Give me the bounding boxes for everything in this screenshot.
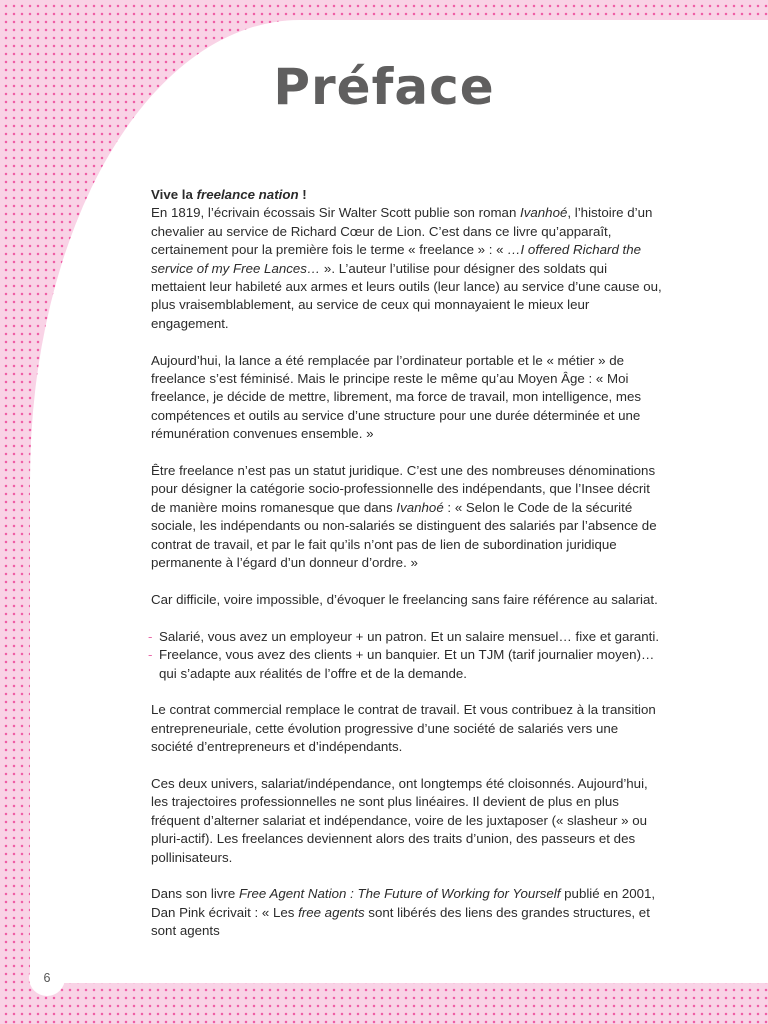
list-dash: - <box>148 647 153 663</box>
paragraph-1-text-c: ». L’auteur l’utilise pour désigner des soldats qui mettaient leur habileté aux armes et leurs outils (leur lance) au service d’une cause ou, plus vraisemblablement, au service de ceux qui monnayaient le mieux leur engagement. <box>151 260 662 331</box>
paragraph-3-text-a: Être freelance n’est pas un statut juridique. C’est une des nombreuses dénominations pour désigner la catégorie socio-professionnelle des indépendants, que l’Insee décrit de manière moins romanesque que dans <box>151 463 656 515</box>
paragraph-5: Le contrat commercial remplace le contrat de travail. Et vous contribuez à la transition entrepreneuriale, cette évolution progressive d’une société de salariés vers une société d’entrepreneurs et d’indépendants. <box>151 702 656 755</box>
comparison-list <box>148 628 663 683</box>
page-title: Préface <box>273 58 495 116</box>
paragraph-3-text-b: : « Selon le Code de la sécurité sociale, les indépendants ou non-salariés se distinguent des salariés par l’absence de contrat de travail, et par le fait qu’ils n’ont pas de lien de subordination juridique permanente à l’égard d’un donneur d’ordre. » <box>151 499 657 571</box>
paragraph-7-text-c: sont libérés des liens des grandes structures, et sont agents <box>151 904 650 939</box>
list-item <box>148 628 663 646</box>
paragraph-6: Ces deux univers, salariat/indépendance, ont longtemps été cloisonnés. Aujourd’hui, les trajectoires professionnelles ne sont plus linéaires. Il devient de plus en plus fréquent d’alterner salariat et indépendance, voire de les juxtaposer (« slasheur » ou pluri-actif). Les freelances deviennent alors des traits d’union, des passeurs et des pollinisateurs. <box>151 775 648 865</box>
list-item <box>148 646 663 683</box>
paragraph-1-emphasis-2: …I offered Richard the service of my Free Lances… <box>151 242 642 276</box>
preface-lead <box>151 186 663 204</box>
page-number: 6 <box>29 960 65 996</box>
paragraph-7-text-a: Dans son livre <box>151 886 239 902</box>
paragraph-1-emphasis-1: Ivanhoé <box>520 205 568 221</box>
paragraph-7 <box>151 885 663 940</box>
paragraph-7-emphasis-2: free agents <box>298 904 365 920</box>
paragraph-3-emphasis: Ivanhoé <box>396 499 444 515</box>
list-item-text: Salarié, vous avez un employeur + un patron. Et un salaire mensuel… fixe et garanti. <box>159 628 660 644</box>
paragraph-7-text-b: publié en 2001, Dan Pink écrivait : « Les <box>151 886 656 920</box>
paragraph-3 <box>151 462 663 572</box>
preface-body <box>148 186 663 959</box>
paragraph-1-text-b: , l’histoire d’un chevalier au service de Richard Cœur de Lion. C’est dans ce livre qu’apparaît, certainement pour la première fois le terme « freelance » : « <box>151 205 653 258</box>
paragraph-4: Car difficile, voire impossible, d’évoquer le freelancing sans faire référence au salariat. <box>151 591 658 607</box>
list-item-text: Freelance, vous avez des clients + un banquier. Et un TJM (tarif journalier moyen)… qui s’adapte aux réalités de l’offre et de la demande. <box>159 647 655 681</box>
lead-emphasis: freelance nation <box>196 187 299 202</box>
lead-text-a: Vive la <box>151 187 197 202</box>
lead-text-b: ! <box>298 187 307 202</box>
paragraph-1-text-a: En 1819, l’écrivain écossais Sir Walter Scott publie son roman <box>151 205 521 221</box>
paragraph-1 <box>151 204 663 333</box>
list-dash: - <box>148 628 153 644</box>
paragraph-2: Aujourd’hui, la lance a été remplacée par l’ordinateur portable et le « métier » de freelance s’est féminisé. Mais le principe reste le même qu’au Moyen Âge : « Moi freelance, je décide de mettre, librement, ma force de travail, mon intelligence, mes compétences et outils au service d’une structure pour une durée déterminée et une rémunération convenues ensemble. » <box>151 352 642 442</box>
paragraph-7-emphasis-1: Free Agent Nation : The Future of Working for Yourself <box>238 886 561 902</box>
